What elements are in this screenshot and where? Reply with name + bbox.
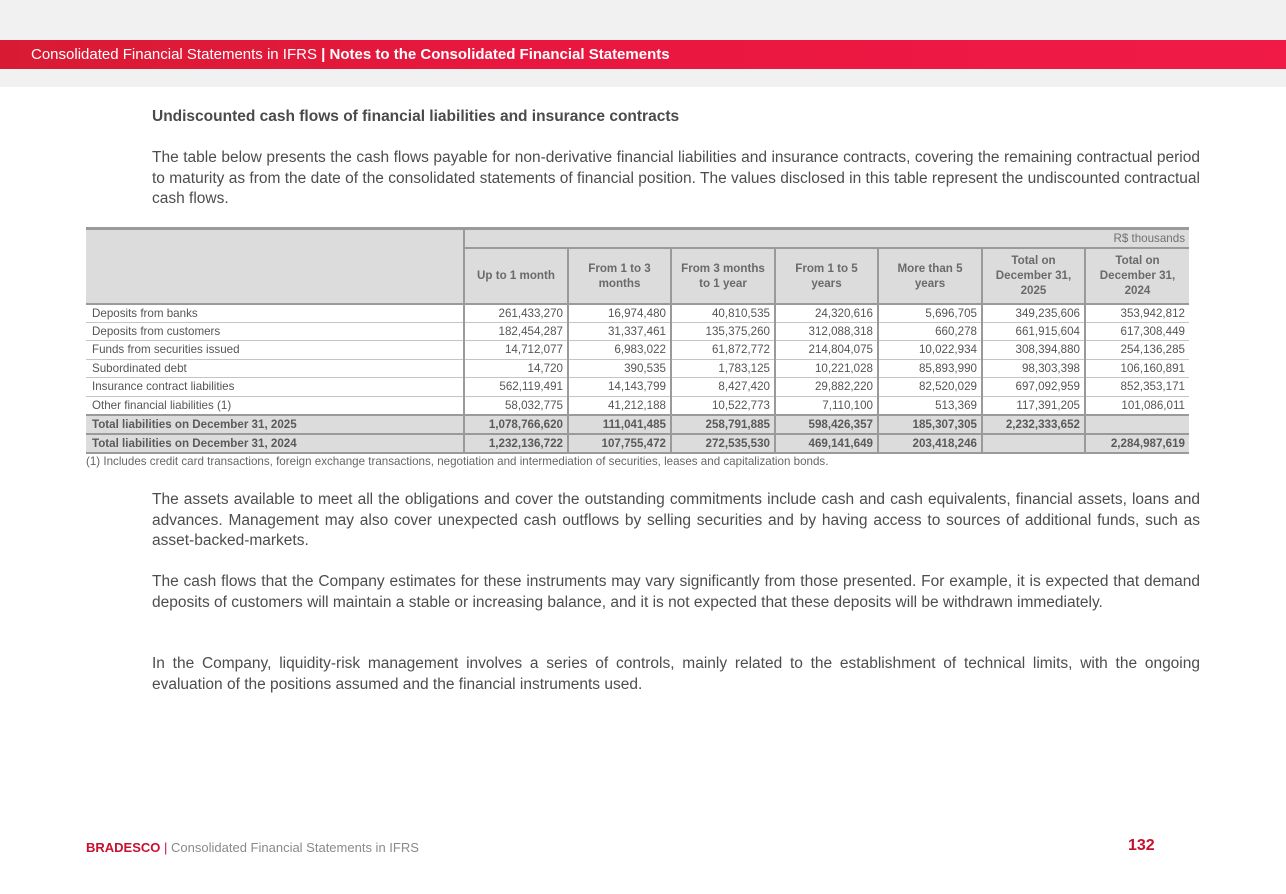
value-cell: 58,032,775	[464, 396, 568, 415]
value-cell: 562,119,491	[464, 378, 568, 397]
table-row	[86, 378, 1189, 397]
row-label: Subordinated debt	[86, 359, 464, 378]
value-cell: 82,520,029	[878, 378, 982, 397]
value-cell: 852,353,171	[1085, 378, 1189, 397]
value-cell: 61,872,772	[671, 341, 775, 360]
value-cell: 8,427,420	[671, 378, 775, 397]
value-cell: 1,783,125	[671, 359, 775, 378]
value-cell: 660,278	[878, 322, 982, 341]
value-cell: 117,391,205	[982, 396, 1085, 415]
table-row	[86, 322, 1189, 341]
value-cell: 6,983,022	[568, 341, 671, 360]
value-cell: 1,232,136,722	[464, 434, 568, 453]
table-row	[86, 304, 1189, 323]
value-cell: 308,394,880	[982, 341, 1085, 360]
cash-flow-table	[86, 227, 1189, 454]
footer-title: Consolidated Financial Statements in IFRS	[171, 840, 419, 855]
banner-separator: |	[321, 46, 326, 63]
value-cell: 41,212,188	[568, 396, 671, 415]
value-cell: 40,810,535	[671, 304, 775, 323]
value-cell: 29,882,220	[775, 378, 878, 397]
value-cell	[1085, 415, 1189, 434]
table-row	[86, 359, 1189, 378]
value-cell: 513,369	[878, 396, 982, 415]
section-heading: Undiscounted cash flows of financial liabilities and insurance contracts	[152, 108, 680, 125]
value-cell: 31,337,461	[568, 322, 671, 341]
value-cell: 14,143,799	[568, 378, 671, 397]
unit-label: R$ thousands	[464, 229, 1189, 248]
column-header: From 3 months to 1 year	[671, 248, 775, 304]
row-label: Total liabilities on December 31, 2025	[86, 415, 464, 434]
value-cell: 111,041,485	[568, 415, 671, 434]
value-cell: 353,942,812	[1085, 304, 1189, 323]
value-cell: 185,307,305	[878, 415, 982, 434]
column-header: From 1 to 5 years	[775, 248, 878, 304]
value-cell: 98,303,398	[982, 359, 1085, 378]
banner-section-title: Consolidated Financial Statements in IFRS	[31, 46, 317, 63]
row-label: Deposits from banks	[86, 304, 464, 323]
row-label: Deposits from customers	[86, 322, 464, 341]
table-footnote: (1) Includes credit card transactions, foreign exchange transactions, negotiation and intermediation of securities, leases and capitalization bonds.	[86, 455, 829, 468]
value-cell: 10,221,028	[775, 359, 878, 378]
section-banner	[0, 40, 1286, 69]
paragraph-cash-flows: The cash flows that the Company estimates for these instruments may vary significantly from those presented. For example, it is expected that demand deposits of customers will maintain a stable or increasing balance, and it is not expected that these deposits will be withdrawn immediately.	[152, 573, 1200, 611]
column-header: Up to 1 month	[464, 248, 568, 304]
value-cell: 5,696,705	[878, 304, 982, 323]
value-cell: 107,755,472	[568, 434, 671, 453]
value-cell: 258,791,885	[671, 415, 775, 434]
total-row	[86, 434, 1189, 453]
value-cell: 203,418,246	[878, 434, 982, 453]
value-cell: 14,712,077	[464, 341, 568, 360]
table-row	[86, 341, 1189, 360]
value-cell: 469,141,649	[775, 434, 878, 453]
column-header: From 1 to 3 months	[568, 248, 671, 304]
value-cell: 182,454,287	[464, 322, 568, 341]
table-row	[86, 396, 1189, 415]
paragraph-assets: The assets available to meet all the obligations and cover the outstanding commitments include cash and cash equivalents, financial assets, loans and advances. Management may also cover unexpected cash outflows by selling securities and by having access to sources of additional funds, such as asset-backed-markets.	[152, 491, 1200, 549]
value-cell: 697,092,959	[982, 378, 1085, 397]
total-row	[86, 415, 1189, 434]
value-cell: 254,136,285	[1085, 341, 1189, 360]
column-header: Total on December 31, 2025	[982, 248, 1085, 304]
row-label: Other financial liabilities (1)	[86, 396, 464, 415]
column-header: More than 5 years	[878, 248, 982, 304]
paragraph-liquidity-risk: In the Company, liquidity-risk management involves a series of controls, mainly related to the establishment of technical limits, with the ongoing evaluation of the positions assumed and the financial instruments used.	[152, 655, 1200, 693]
value-cell	[982, 434, 1085, 453]
value-cell: 598,426,357	[775, 415, 878, 434]
value-cell: 10,522,773	[671, 396, 775, 415]
footer-separator: |	[164, 840, 168, 855]
value-cell: 85,893,990	[878, 359, 982, 378]
row-label: Funds from securities issued	[86, 341, 464, 360]
value-cell: 24,320,616	[775, 304, 878, 323]
value-cell: 10,022,934	[878, 341, 982, 360]
page-number: 132	[1128, 837, 1155, 854]
value-cell: 2,232,333,652	[982, 415, 1085, 434]
column-header: Total on December 31, 2024	[1085, 248, 1189, 304]
banner-subsection-title: Notes to the Consolidated Financial Statements	[329, 46, 670, 63]
row-label: Total liabilities on December 31, 2024	[86, 434, 464, 453]
value-cell: 261,433,270	[464, 304, 568, 323]
value-cell: 349,235,606	[982, 304, 1085, 323]
table-corner-cell	[86, 229, 464, 304]
value-cell: 661,915,604	[982, 322, 1085, 341]
row-label: Insurance contract liabilities	[86, 378, 464, 397]
footer	[86, 840, 419, 855]
value-cell: 14,720	[464, 359, 568, 378]
value-cell: 312,088,318	[775, 322, 878, 341]
value-cell: 617,308,449	[1085, 322, 1189, 341]
value-cell: 214,804,075	[775, 341, 878, 360]
value-cell: 101,086,011	[1085, 396, 1189, 415]
value-cell: 1,078,766,620	[464, 415, 568, 434]
value-cell: 2,284,987,619	[1085, 434, 1189, 453]
value-cell: 390,535	[568, 359, 671, 378]
value-cell: 106,160,891	[1085, 359, 1189, 378]
value-cell: 135,375,260	[671, 322, 775, 341]
intro-paragraph: The table below presents the cash flows payable for non-derivative financial liabilities and insurance contracts, covering the remaining contractual period to maturity as from the date of the consolidated statements of financial position. The values disclosed in this table represent the undiscounted contractual cash flows.	[152, 149, 1200, 207]
footer-brand: BRADESCO	[86, 840, 161, 855]
value-cell: 16,974,480	[568, 304, 671, 323]
value-cell: 7,110,100	[775, 396, 878, 415]
value-cell: 272,535,530	[671, 434, 775, 453]
